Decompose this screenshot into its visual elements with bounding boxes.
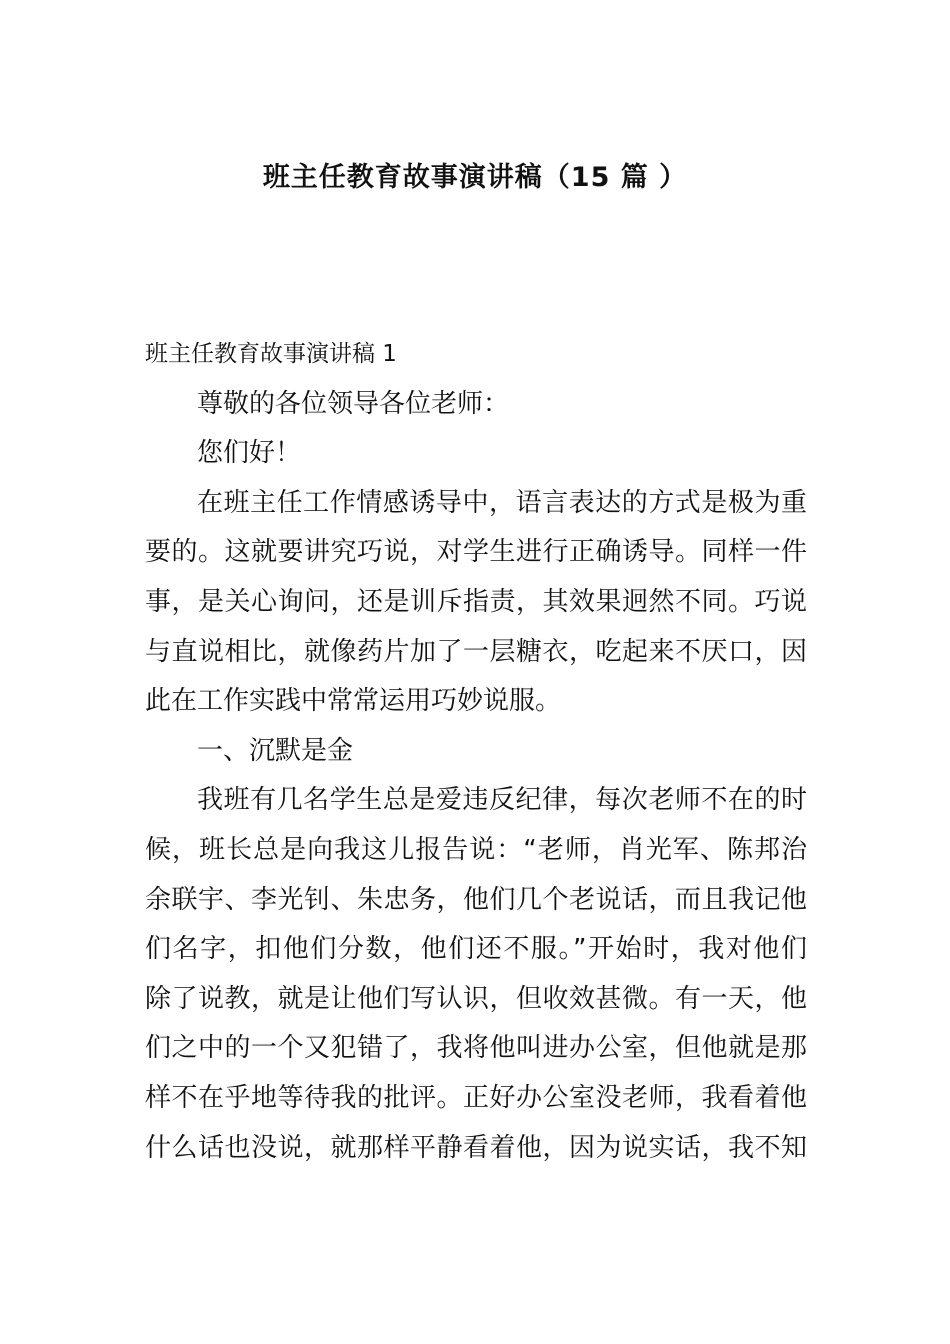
paragraph-line: 事，是关心询问，还是训斥指责，其效果迥然不同。巧说 bbox=[145, 586, 807, 617]
subsection-heading: 一、沉默是金 bbox=[197, 735, 354, 766]
document-title: 班主任教育故事演讲稿（15 篇 ） bbox=[262, 162, 688, 193]
paragraph-line: 余联宇、李光钊、朱忠务，他们几个老说话，而且我记他 bbox=[145, 884, 807, 915]
paragraph-line: 此在工作实践中常常运用巧妙说服。 bbox=[145, 686, 562, 717]
paragraph-line: 要的。这就要讲究巧说，对学生进行正确诱导。同样一件 bbox=[145, 537, 807, 568]
paragraph-line: 们名字，扣他们分数，他们还不服。”开始时，我对他们 bbox=[145, 934, 807, 965]
paragraph-line: 候，班长总是向我这儿报告说：“老师，肖光军、陈邦治 bbox=[145, 834, 807, 865]
paragraph-line: 样不在乎地等待我的批评。正好办公室没老师，我看着他 bbox=[145, 1082, 807, 1113]
paragraph-line: 在班主任工作情感诱导中，语言表达的方式是极为重 bbox=[197, 487, 807, 518]
paragraph-line: 与直说相比，就像药片加了一层糖衣，吃起来不厌口，因 bbox=[145, 636, 807, 667]
section-heading: 班主任教育故事演讲稿 1 bbox=[145, 341, 397, 367]
greeting-line: 您们好！ bbox=[197, 438, 302, 469]
paragraph-line: 我班有几名学生总是爱违反纪律，每次老师不在的时 bbox=[197, 785, 807, 816]
document-body bbox=[145, 330, 807, 1173]
paragraph-line: 们之中的一个又犯错了，我将他叫进办公室，但他就是那 bbox=[145, 1033, 807, 1064]
paragraph-line: 除了说教，就是让他们写认识，但收效甚微。有一天，他 bbox=[145, 983, 807, 1014]
salutation-line: 尊敬的各位领导各位老师： bbox=[197, 388, 510, 419]
paragraph-line: 什么话也没说，就那样平静看着他，因为说实话，我不知 bbox=[145, 1132, 807, 1163]
